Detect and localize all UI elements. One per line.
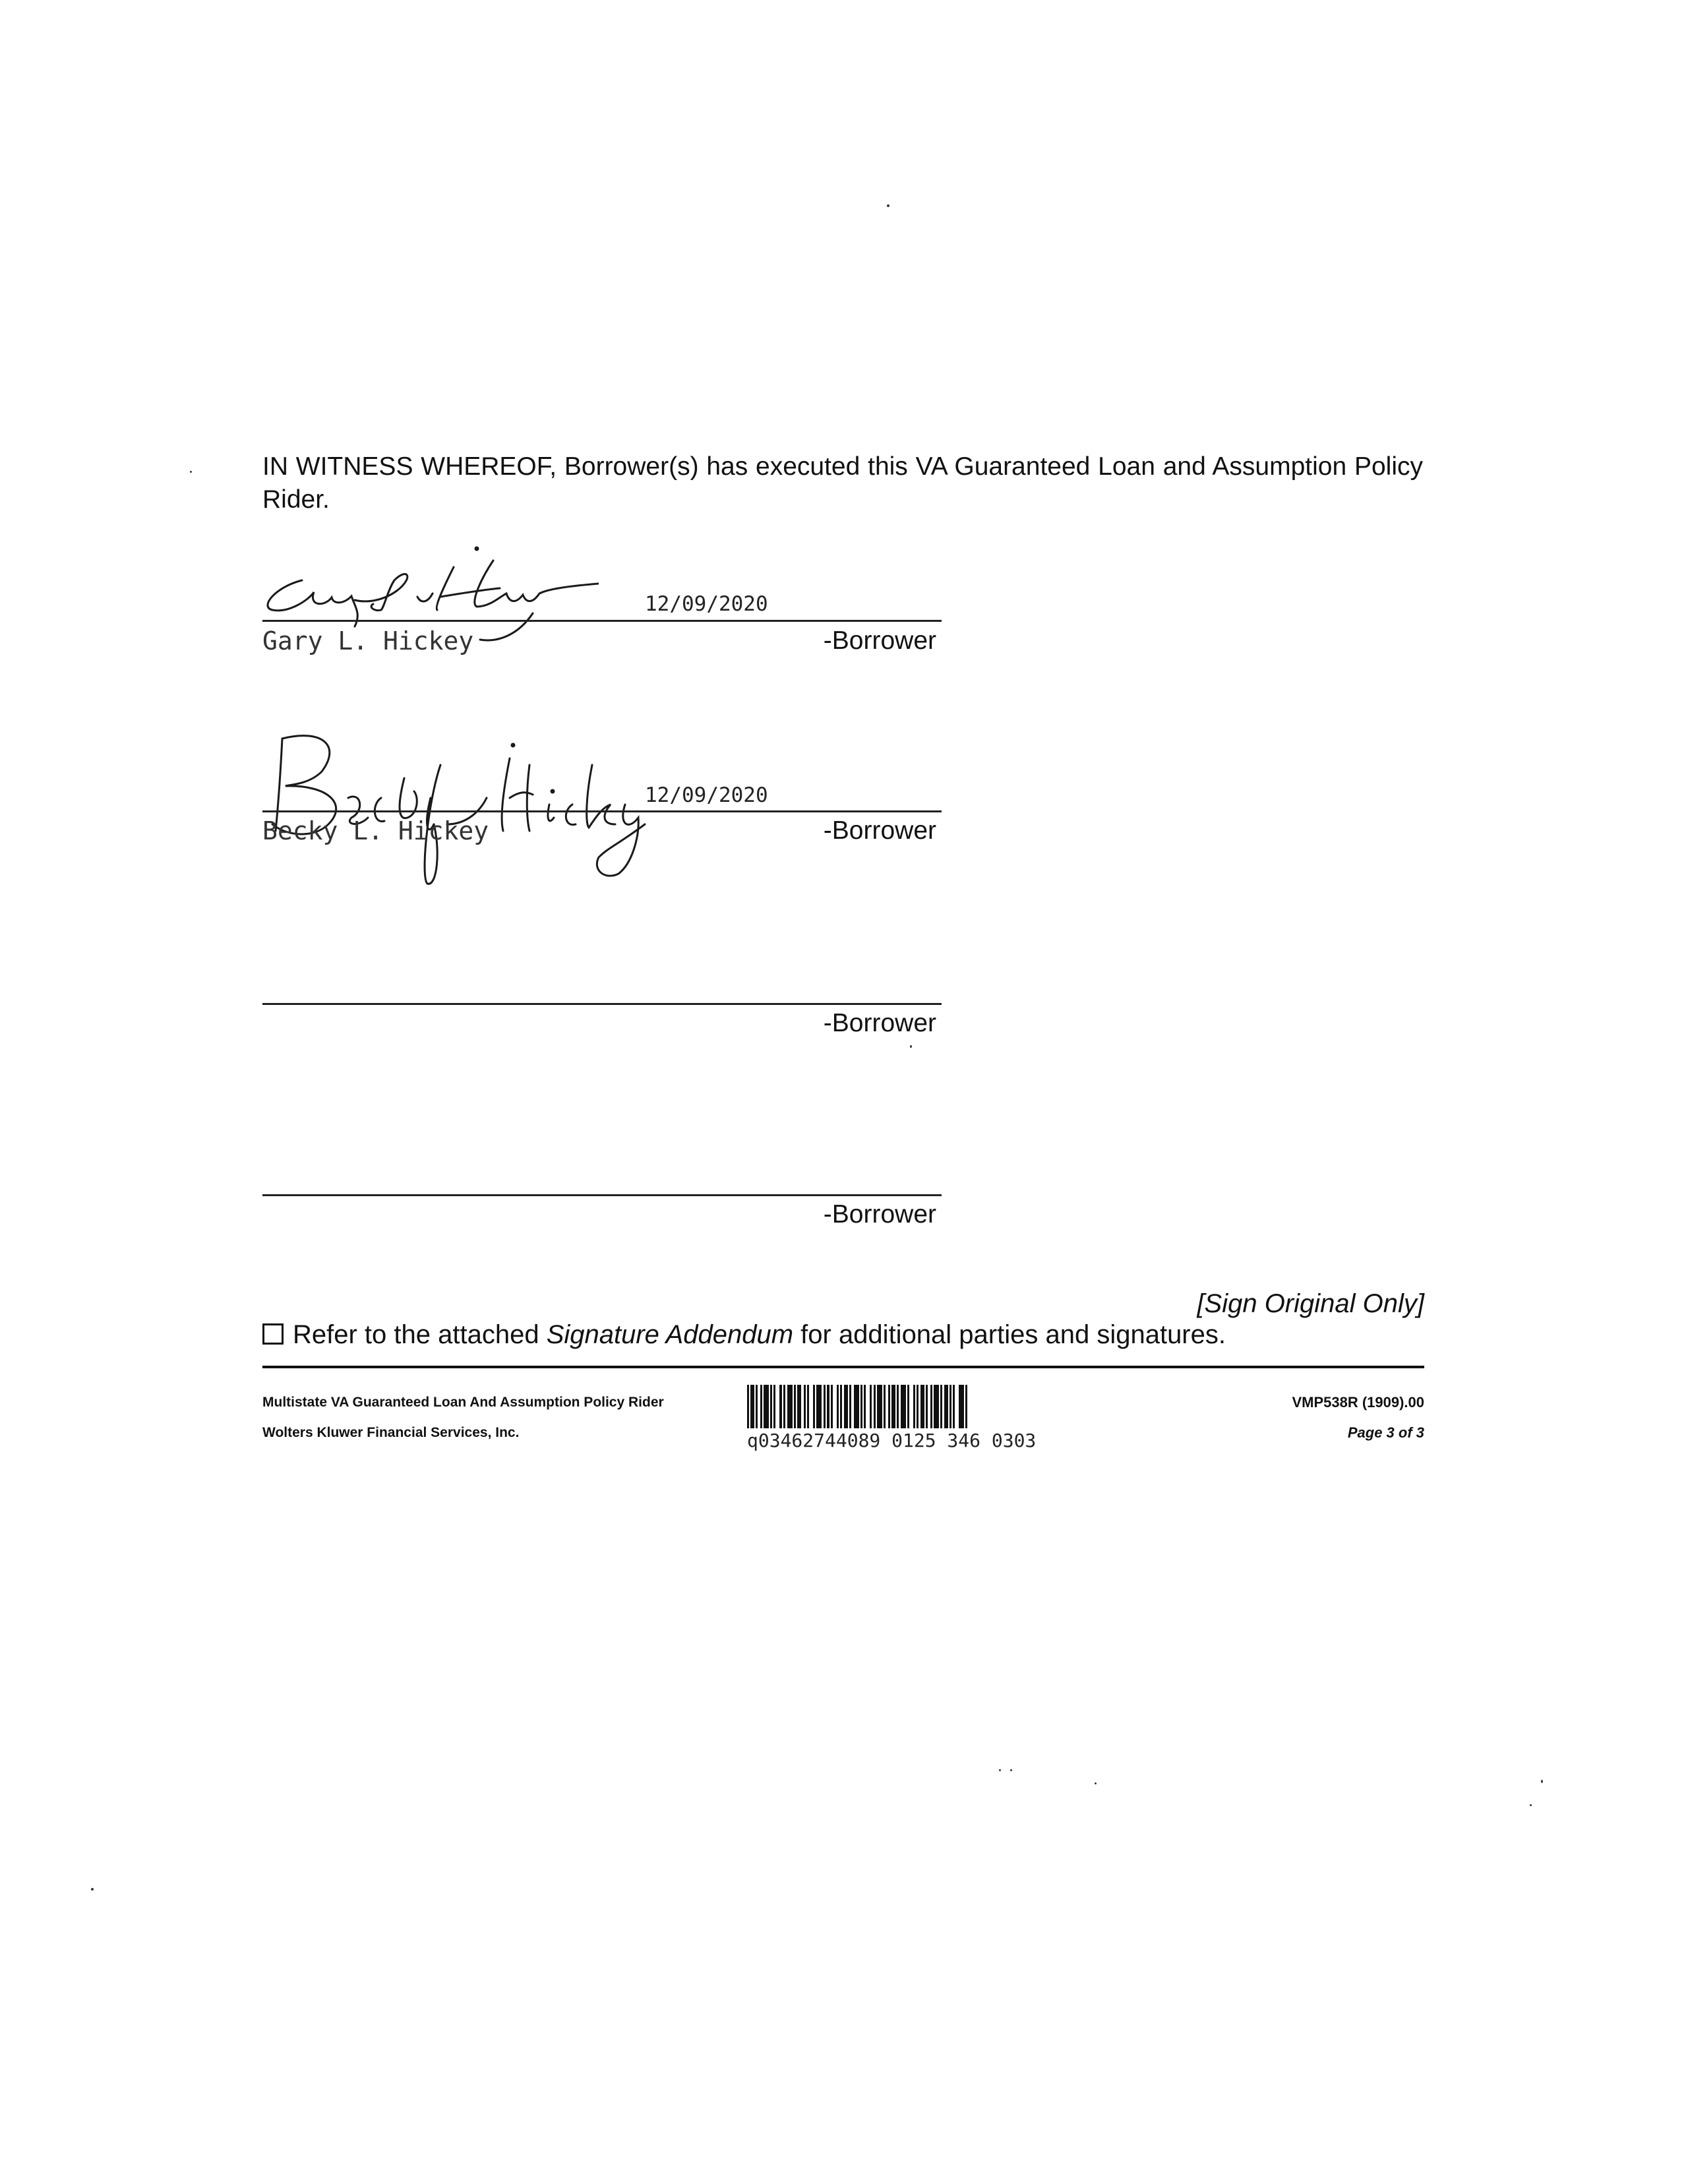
barcode-bar [779,1385,782,1428]
signature-line [262,1003,942,1005]
barcode-bar [816,1385,822,1428]
barcode-bar [891,1385,895,1428]
barcode-bar [926,1385,928,1428]
barcode-bar [907,1385,909,1428]
barcode-bar [913,1385,915,1428]
barcode-text: q03462744089 0125 346 0303 [747,1430,1037,1451]
publisher: Wolters Kluwer Financial Services, Inc. [262,1425,520,1440]
scan-speck [1010,1769,1012,1771]
barcode-bar [888,1385,890,1428]
barcode-bar [764,1385,769,1428]
barcode-bar [854,1385,859,1428]
addendum-pre: Refer to the attached [293,1320,547,1349]
scan-speck [1095,1782,1097,1784]
barcode-bar [870,1385,872,1428]
addendum-post: for additional parties and signatures. [793,1320,1226,1349]
barcode-bar [760,1385,762,1428]
addendum-checkbox[interactable] [262,1323,284,1345]
barcode-bar [794,1385,796,1428]
barcode-bar [807,1385,809,1428]
barcode-bar [844,1385,848,1428]
signature-date: 12/09/2020 [645,592,768,616]
witness-body: Borrower(s) has executed this VA Guaranteed Loan and Assumption Policy Rider. [262,452,1423,514]
signer-role: -Borrower [823,1009,936,1037]
scan-speck [1530,1804,1532,1806]
signature-line [262,810,942,812]
barcode-bar [877,1385,882,1428]
signature-line [262,1194,942,1196]
barcode-bar [747,1385,749,1428]
barcode-bar [944,1385,948,1428]
barcode-bar [773,1385,775,1428]
signature-block-2 [262,725,942,897]
signature-block-3 [262,923,942,1055]
barcode-bar [840,1385,842,1428]
barcode-bar [787,1385,793,1428]
barcode-bar [864,1385,866,1428]
barcode-bar [965,1385,967,1428]
signature-block-4 [262,1114,942,1246]
barcode-bar [884,1385,886,1428]
addendum-note [262,1320,1226,1350]
addendum-em: Signature Addendum [546,1320,794,1349]
barcode-bar [953,1385,955,1428]
barcode-bar [860,1385,862,1428]
barcode-bar [950,1385,951,1428]
barcode-bar [756,1385,758,1428]
signer-role: -Borrower [823,1200,936,1228]
barcode-bar [831,1385,833,1428]
signature-line [262,620,942,622]
signature-block-1 [262,541,942,666]
form-title: Multistate VA Guaranteed Loan And Assumption Policy Rider [262,1395,664,1410]
barcode-bar [934,1385,939,1428]
barcode-bar [783,1385,785,1428]
scan-speck [1541,1780,1543,1783]
barcode-bar [940,1385,942,1428]
signature-date: 12/09/2020 [645,783,768,807]
barcode-bar [827,1385,829,1428]
footer-left [262,1387,664,1448]
barcode-bar [897,1385,899,1428]
barcode-bar [849,1385,851,1428]
barcode-bar [917,1385,919,1428]
handwritten-signature-becky [249,725,658,903]
barcode-bar [874,1385,876,1428]
barcode [747,1385,1202,1432]
scan-speck [999,1769,1001,1771]
barcode-bar [901,1385,906,1428]
barcode-bar [804,1385,806,1428]
footer-right [1226,1387,1424,1448]
witness-clause [262,450,1423,516]
signer-name: Gary L. Hickey [262,626,474,655]
scan-speck [190,471,192,473]
barcode-bar [837,1385,839,1428]
form-code: VMP538R (1909).00 [1292,1394,1424,1410]
scan-speck [887,204,889,207]
sign-original-note: [Sign Original Only] [1197,1289,1424,1318]
barcode-bar [797,1385,801,1428]
barcode-bar [959,1385,964,1428]
signer-name: Becky L. Hickey [262,816,489,845]
barcode-bar [770,1385,772,1428]
page-number: Page 3 of 3 [1347,1424,1424,1441]
barcode-bar [824,1385,826,1428]
barcode-bars [747,1385,1202,1428]
barcode-bar [750,1385,754,1428]
barcode-bar [920,1385,924,1428]
signer-role: -Borrower [823,816,936,845]
signer-role: -Borrower [823,626,936,655]
scan-speck [91,1888,94,1891]
footer-rule [262,1366,1424,1368]
witness-lead: IN WITNESS WHEREOF, [262,452,557,481]
barcode-bar [930,1385,932,1428]
barcode-bar [813,1385,815,1428]
